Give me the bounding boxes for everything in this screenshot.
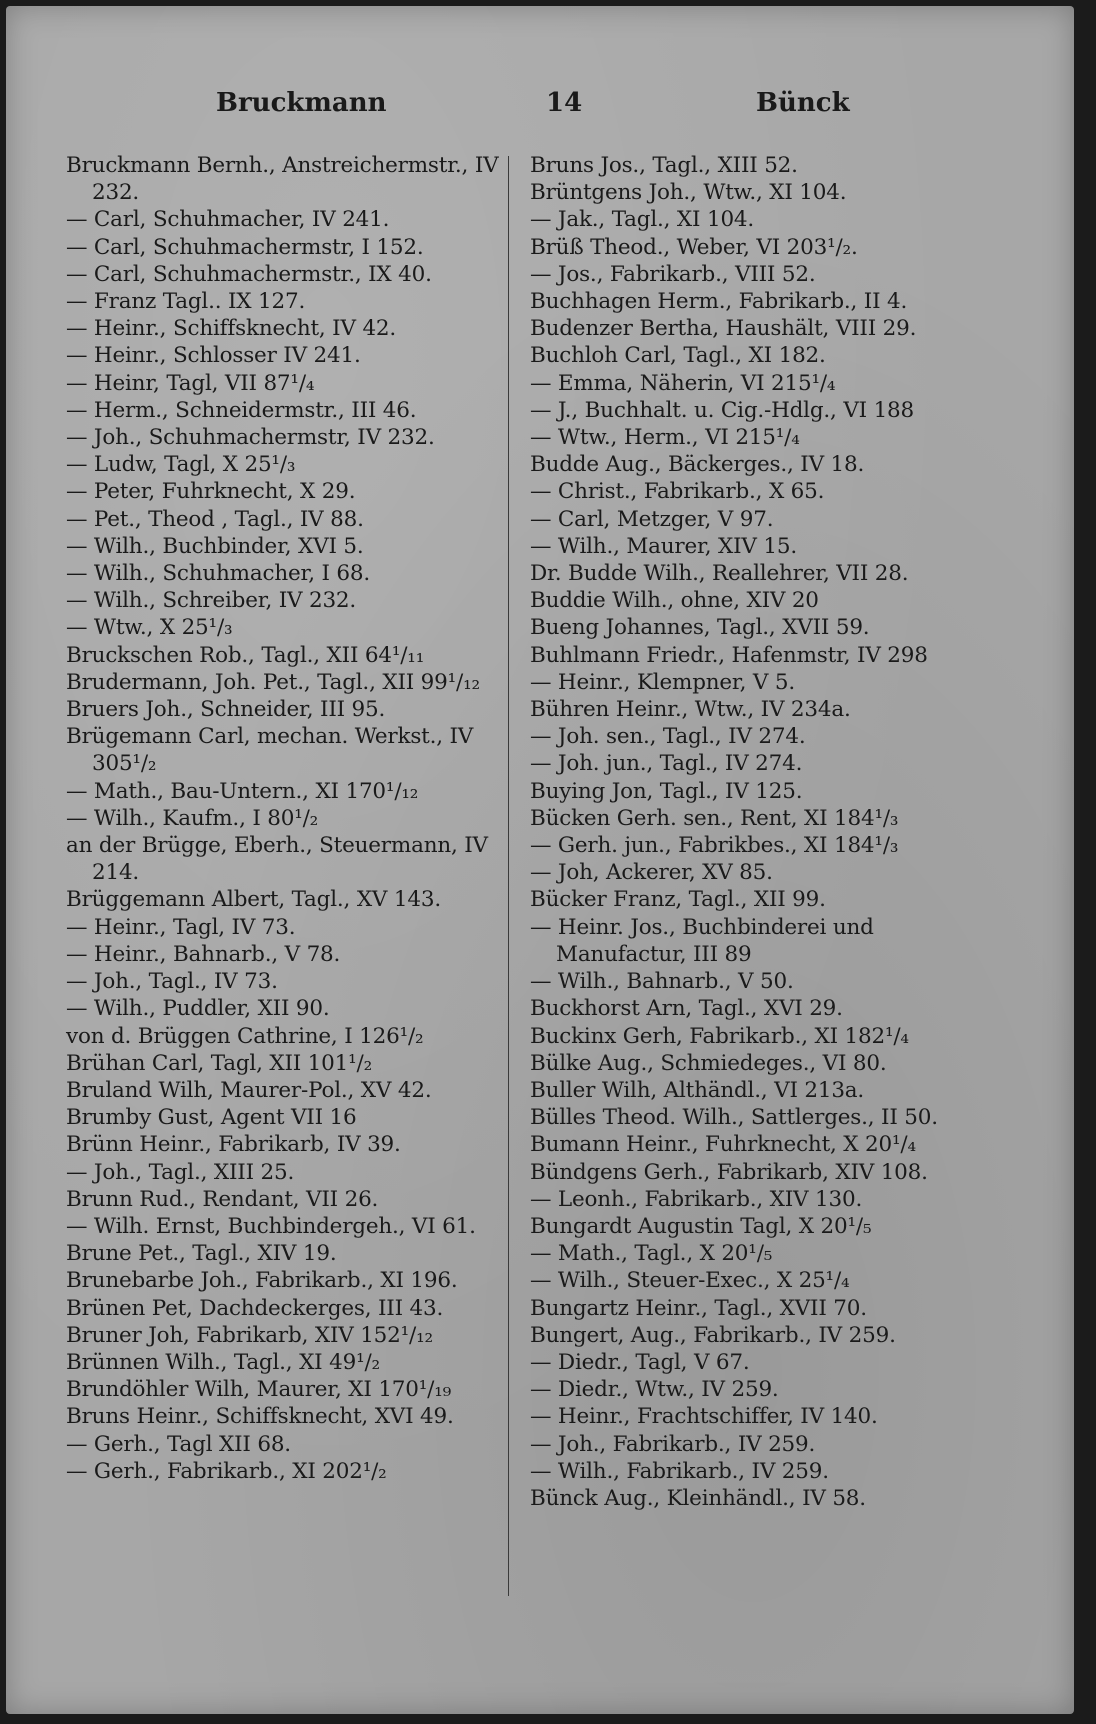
directory-entry: Brune Pet., Tagl., XIV 19. [66,1241,337,1267]
directory-entry: Buller Wilh, Althändl., VI 213a. [530,1077,865,1103]
directory-entry: — Wilh., Schuhmacher, I 68. [66,561,370,587]
right-column [530,152,970,1512]
directory-entry: Brudermann, Joh. Pet., Tagl., XII 99¹/₁₂ [66,669,480,695]
directory-entry: Bücker Franz, Tagl., XII 99. [530,887,826,913]
directory-entry: — Joh., Tagl., XIII 25. [66,1159,295,1185]
directory-entry: — Carl, Schuhmacher, IV 241. [66,207,390,233]
directory-entry: — Wilh. Ernst, Buchbindergeh., VI 61. [66,1213,476,1239]
directory-entry: Brügemann Carl, mechan. Werkst., IV 305¹/₂ [66,724,474,777]
directory-entry: Bruns Jos., Tagl., XIII 52. [530,153,798,178]
page-number: 14 [546,88,583,118]
directory-entry: Bruers Joh., Schneider, III 95. [66,697,386,723]
directory-entry: Bueng Johannes, Tagl., XVII 59. [530,615,870,641]
directory-entry: Bücken Gerh. sen., Rent, XI 184¹/₃ [530,805,899,831]
directory-entry: — Christ., Fabrikarb., X 65. [530,479,825,505]
directory-entry: Brüggemann Albert, Tagl., XV 143. [66,887,441,913]
directory-entry: Bungartz Heinr., Tagl., XVII 70. [530,1295,867,1321]
directory-entry: — Math., Tagl., X 20¹/₅ [530,1241,773,1267]
directory-entry: — Wilh., Buchbinder, XVI 5. [66,533,364,559]
directory-entry: Bülles Theod. Wilh., Sattlerges., II 50. [530,1105,938,1131]
directory-entry: Bülke Aug., Schmiedeges., VI 80. [530,1050,887,1076]
directory-entry: — Diedr., Tagl, V 67. [530,1349,750,1375]
directory-entry: — Joh. sen., Tagl., IV 274. [530,724,806,750]
directory-entry: — Wilh., Puddler, XII 90. [66,996,330,1022]
directory-entry: — Jak., Tagl., XI 104. [530,207,755,233]
directory-entry: — Wilh., Maurer, XIV 15. [530,533,797,559]
directory-entry: — Jos., Fabrikarb., VIII 52. [530,261,816,287]
directory-entry: Budenzer Bertha, Haushält, VIII 29. [530,316,917,342]
directory-entry: — Heinr., Schiffsknecht, IV 42. [66,316,397,342]
directory-entry: — Heinr. Jos., Buchbinderei und Manufactur, III 89 [530,914,874,967]
directory-entry: — Joh, Ackerer, XV 85. [530,860,773,886]
directory-entry: — Carl, Schuhmachermstr, I 152. [66,234,424,260]
directory-entry: Buddie Wilh., ohne, XIV 20 [530,588,819,614]
directory-entry: — Franz Tagl.. IX 127. [66,289,306,315]
directory-entry: Buckinx Gerh, Fabrikarb., XI 182¹/₄ [530,1023,909,1049]
directory-entry: Bungert, Aug., Fabrikarb., IV 259. [530,1322,896,1348]
directory-entry: — Carl, Metzger, V 97. [530,506,774,532]
directory-entry: — Peter, Fuhrknecht, X 29. [66,479,356,505]
left-column [66,152,506,1485]
directory-entry: Bumann Heinr., Fuhrknecht, X 20¹/₄ [530,1132,916,1158]
directory-entry: Brüntgens Joh., Wtw., XI 104. [530,180,847,206]
column-divider [508,156,509,1596]
directory-entry: Buying Jon, Tagl., IV 125. [530,778,803,804]
directory-entry: — Wilh., Steuer-Exec., X 25¹/₄ [530,1268,850,1294]
directory-entry: Dr. Budde Wilh., Reallehrer, VII 28. [530,561,909,587]
directory-entry: Buhlmann Friedr., Hafenmstr, IV 298 [530,642,928,668]
directory-entry: — Joh., Schuhmachermstr, IV 232. [66,425,435,451]
directory-entry: — Pet., Theod , Tagl., IV 88. [66,506,364,532]
directory-entry: Brunn Rud., Rendant, VII 26. [66,1186,379,1212]
directory-entry: — J., Buchhalt. u. Cig.-Hdlg., VI 188 [530,397,915,423]
directory-entry: Brunebarbe Joh., Fabrikarb., XI 196. [66,1268,458,1294]
directory-entry: — Carl, Schuhmachermstr., IX 40. [66,261,432,287]
directory-page [6,6,1074,1714]
directory-entry: — Herm., Schneidermstr., III 46. [66,397,417,423]
page-header [66,88,984,128]
directory-entry: — Ludw, Tagl, X 25¹/₃ [66,452,296,478]
directory-entry: an der Brügge, Eberh., Steuermann, IV 214. [66,833,488,886]
directory-entry: — Joh. jun., Tagl., IV 274. [530,751,803,777]
directory-entry: Bruckmann Bernh., Anstreichermstr., IV 232. [66,153,499,206]
directory-entry: — Heinr., Tagl, IV 73. [66,914,296,940]
directory-entry: — Heinr., Bahnarb., V 78. [66,941,341,967]
directory-entry: Brumby Gust, Agent VII 16 [66,1105,357,1131]
directory-entry: Buckhorst Arn, Tagl., XVI 29. [530,996,843,1022]
directory-entry: — Emma, Näherin, VI 215¹/₄ [530,370,836,396]
directory-entry: — Heinr, Tagl, VII 87¹/₄ [66,370,315,396]
directory-entry: Brühan Carl, Tagl, XII 101¹/₂ [66,1050,373,1076]
directory-entry: Bruland Wilh, Maurer-Pol., XV 42. [66,1077,432,1103]
directory-entry: Brünnen Wilh., Tagl., XI 49¹/₂ [66,1349,380,1375]
directory-entry: — Gerh. jun., Fabrikbes., XI 184¹/₃ [530,833,899,859]
directory-entry: — Wtw., Herm., VI 215¹/₄ [530,425,800,451]
directory-entry: — Wilh., Schreiber, IV 232. [66,588,357,614]
directory-entry: — Diedr., Wtw., IV 259. [530,1377,779,1403]
directory-entry: — Heinr., Schlosser IV 241. [66,343,361,369]
directory-entry: — Leonh., Fabrikarb., XIV 130. [530,1186,863,1212]
directory-entry: Brünn Heinr., Fabrikarb, IV 39. [66,1132,401,1158]
directory-entry: — Wilh., Fabrikarb., IV 259. [530,1458,829,1484]
directory-entry: — Joh., Fabrikarb., IV 259. [530,1431,816,1457]
directory-entry: Bruns Heinr., Schiffsknecht, XVI 49. [66,1404,454,1430]
directory-entry: Budde Aug., Bäckerges., IV 18. [530,452,865,478]
header-left-keyword: Bruckmann [216,88,387,118]
directory-entry: — Wtw., X 25¹/₃ [66,615,233,641]
directory-entry: Bruner Joh, Fabrikarb, XIV 152¹/₁₂ [66,1322,433,1348]
directory-entry: Brünen Pet, Dachdeckerges, III 43. [66,1295,444,1321]
directory-entry: Bruckschen Rob., Tagl., XII 64¹/₁₁ [66,642,425,668]
directory-entry: Bünck Aug., Kleinhändl., IV 58. [530,1485,866,1511]
header-right-keyword: Bünck [756,88,850,118]
directory-entry: Bungardt Augustin Tagl, X 20¹/₅ [530,1213,872,1239]
directory-entry: Brüß Theod., Weber, VI 203¹/₂. [530,234,858,260]
directory-entry: — Wilh., Bahnarb., V 50. [530,969,794,995]
directory-entry: Bühren Heinr., Wtw., IV 234a. [530,697,851,723]
directory-entry: von d. Brüggen Cathrine, I 126¹/₂ [66,1023,424,1049]
directory-entry: Bündgens Gerh., Fabrikarb, XIV 108. [530,1159,928,1185]
directory-entry: — Heinr., Frachtschiffer, IV 140. [530,1404,878,1430]
directory-entry: — Wilh., Kaufm., I 80¹/₂ [66,805,319,831]
directory-entry: — Math., Bau-Untern., XI 170¹/₁₂ [66,778,419,804]
directory-entry: Buchloh Carl, Tagl., XI 182. [530,343,826,369]
directory-entry: — Heinr., Klempner, V 5. [530,669,795,695]
directory-entry: — Gerh., Tagl XII 68. [66,1431,291,1457]
directory-entry: Buchhagen Herm., Fabrikarb., II 4. [530,289,908,315]
directory-entry: — Gerh., Fabrikarb., XI 202¹/₂ [66,1458,387,1484]
directory-entry: Brundöhler Wilh, Maurer, XI 170¹/₁₉ [66,1377,452,1403]
directory-entry: — Joh., Tagl., IV 73. [66,969,278,995]
